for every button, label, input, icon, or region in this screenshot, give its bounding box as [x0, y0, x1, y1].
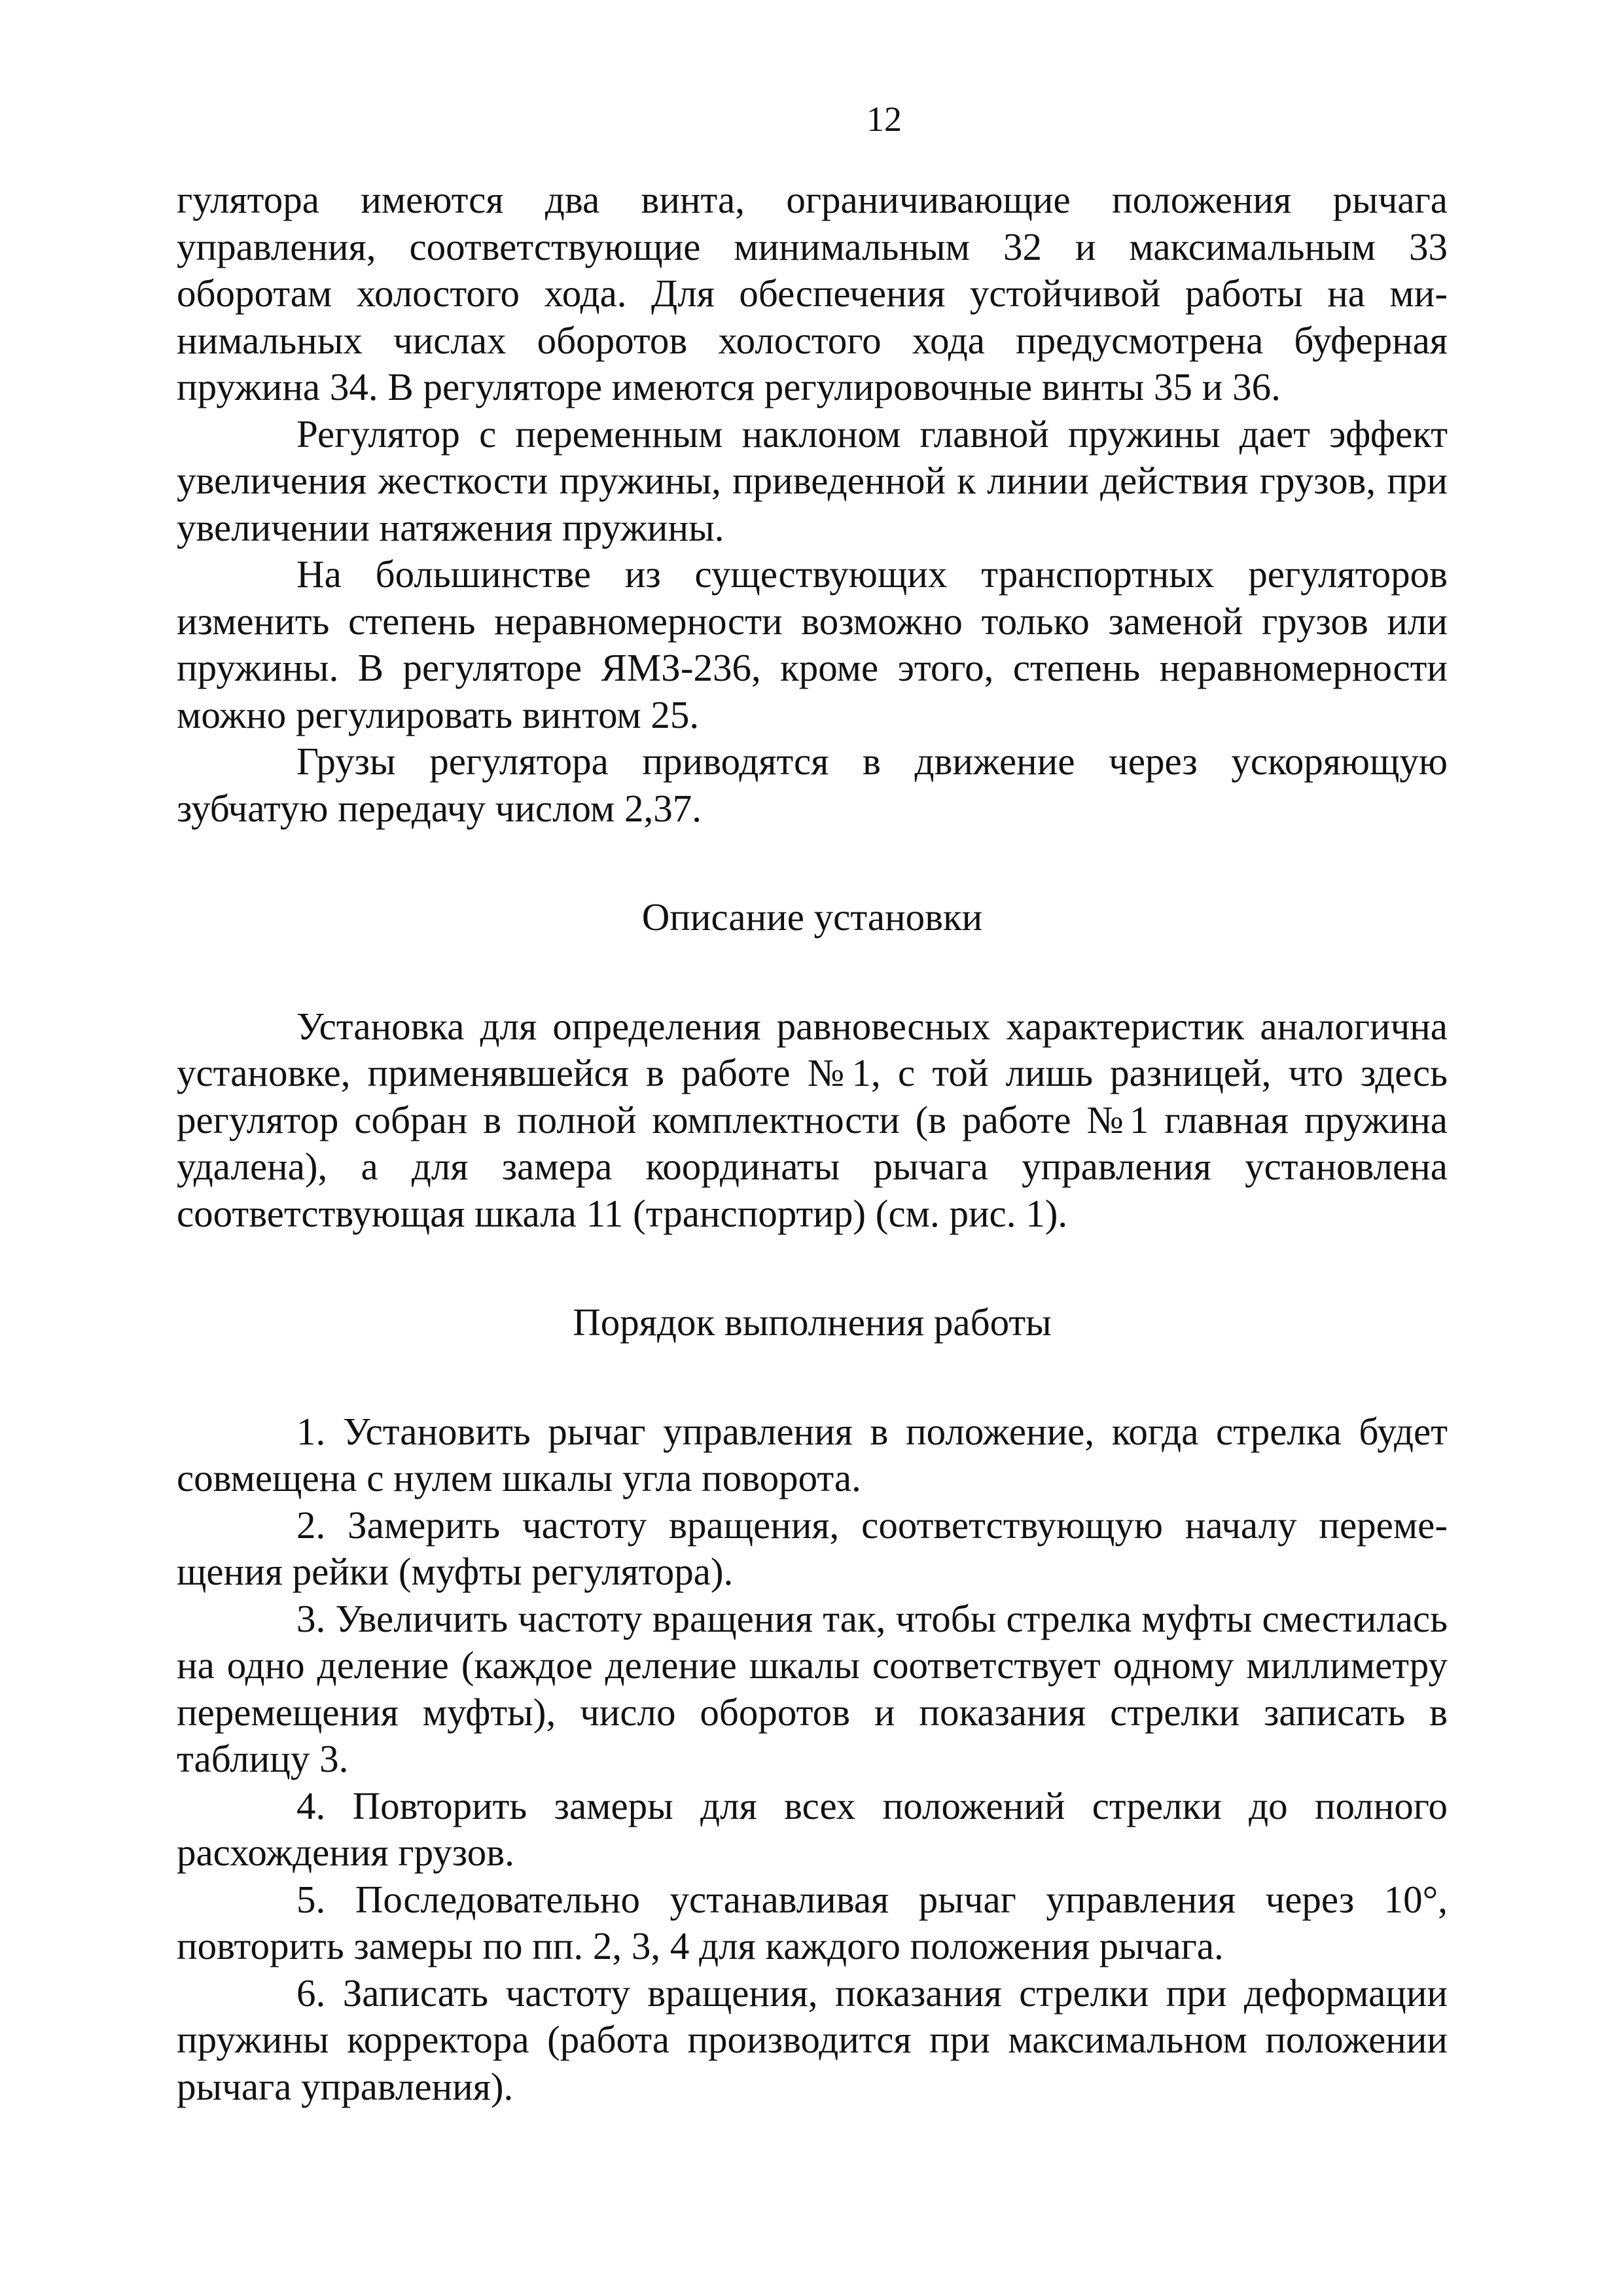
section-heading-setup: Описание установки [641, 895, 983, 939]
procedure-step-1: 1. Установить рычаг управления в положение, когда стрелка будет совмещена с нулем шкалы угла поворота. [177, 1409, 1448, 1499]
section-heading-procedure: Порядок выполнения работы [573, 1300, 1052, 1344]
setup-paragraph: Установка для определения равновесных характеристик аналогична установке, применявшейся в работе №1, с той лишь разницей, что здесь регулятор собран в полной комплектности (в работе №1 главная пружина удалена), а для замера координаты рычага управления установлена соответствующая шкала 11 (транспортир) (см. рис. 1). [177, 1004, 1448, 1235]
intro-paragraph-4: Грузы регулятора приводятся в движение через ускоряющую зубчатую передачу числом 2,37. [177, 740, 1448, 830]
procedure-step-4: 4. Повторить замеры для всех положений стрелки до полного расхождения грузов. [177, 1784, 1448, 1874]
document-page [177, 98, 1448, 2110]
procedure-step-2: 2. Замерить частоту вращения, соответствующую началу перемещения рейки (муфты регулятора). [177, 1503, 1448, 1593]
intro-paragraph-1: гулятора имеются два винта, ограничивающие положения рычага управления, соответствующие минимальным 32 и максимальным 33 оборотам холостого хода. Для обеспечения устойчивой работы на минимальных числах оборотов холостого хода предусмотрена буферная пружина 34. В регуляторе имеются регулировочные винты 35 и 36. [177, 178, 1448, 408]
procedure-step-3: 3. Увеличить частоту вращения так, чтобы стрелка муфты сместилась на одно деление (каждое деление шкалы соответствует одному миллиметру перемещения муфты), число оборотов и показания стрелки записать в таблицу 3. [177, 1596, 1448, 1780]
page-number: 12 [866, 99, 902, 139]
procedure-step-5: 5. Последовательно устанавливая рычаг управления через 10°, повторить замеры по пп. 2, 3, 4 для каждого положения рычага. [177, 1877, 1448, 1967]
intro-paragraph-3: На большинстве из существующих транспортных регуляторов изменить степень неравномерности возможно только заменой грузов или пружины. В регуляторе ЯМЗ-236, кроме этого, степень неравномерности можно регулировать винтом 25. [177, 552, 1448, 736]
intro-paragraph-2: Регулятор с переменным наклоном главной пружины дает эффект увеличения жесткости пружины, приведенной к линии действия грузов, при увеличении натяжения пружины. [177, 412, 1448, 549]
procedure-step-6: 6. Записать частоту вращения, показания стрелки при деформации пружины корректора (работа производится при максимальном положении рычага управления). [177, 1971, 1448, 2108]
